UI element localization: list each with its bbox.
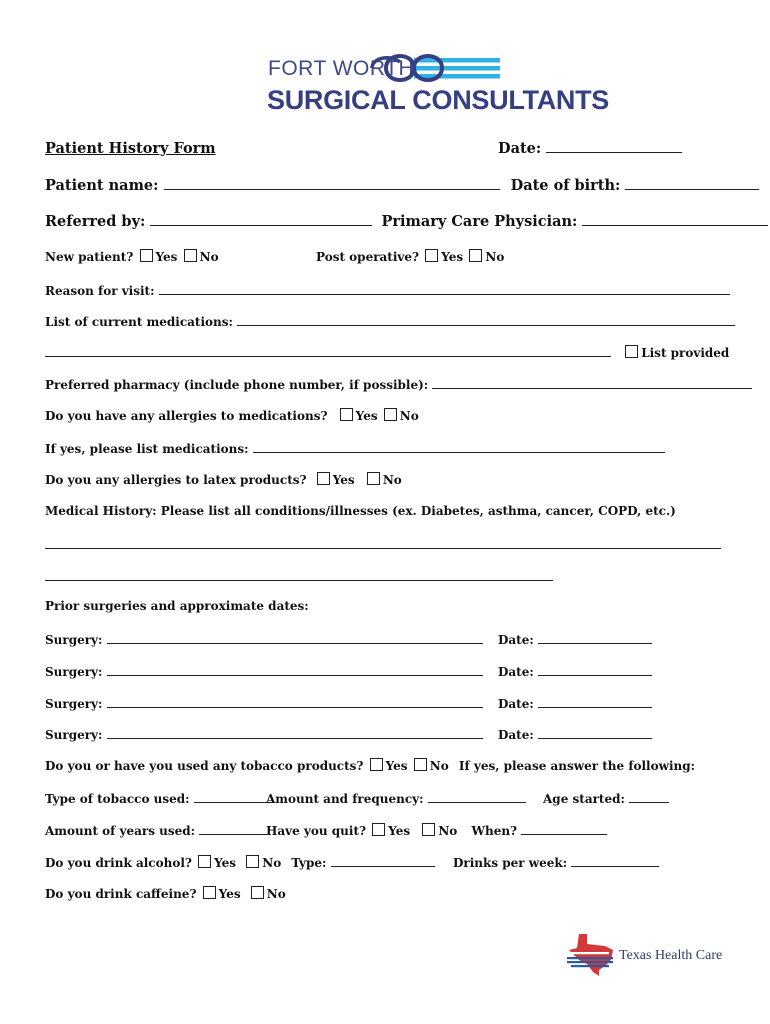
tobacco-amount-input-line[interactable] bbox=[428, 790, 526, 803]
quit-when-input-line[interactable] bbox=[521, 822, 607, 835]
no-label: No bbox=[429, 759, 449, 773]
logo-line1: FORT WORTH bbox=[268, 57, 415, 80]
surgery-date-field[interactable] bbox=[498, 663, 652, 679]
medications-input-line[interactable] bbox=[237, 313, 735, 326]
tobacco-row bbox=[45, 758, 695, 773]
tobacco-type-input-line[interactable] bbox=[194, 790, 274, 803]
caffeine-yes-checkbox[interactable] bbox=[203, 886, 216, 899]
surgery-date-label: Date: bbox=[498, 697, 534, 711]
date-label: Date: bbox=[498, 140, 542, 157]
no-label: No bbox=[199, 250, 219, 264]
post-operative-no-checkbox[interactable] bbox=[469, 249, 482, 262]
surgery-date-label: Date: bbox=[498, 665, 534, 679]
surgery-label: Surgery: bbox=[45, 728, 103, 742]
patient-name-label: Patient name: bbox=[45, 177, 159, 194]
referral-field[interactable] bbox=[45, 213, 768, 230]
tobacco-age-label: Age started: bbox=[543, 792, 625, 806]
drinks-per-week-label: Drinks per week: bbox=[453, 856, 568, 870]
post-operative-row bbox=[316, 249, 504, 264]
medications-continued-line[interactable] bbox=[45, 344, 611, 357]
texas-health-care-text: Texas Health Care bbox=[619, 948, 723, 963]
drinks-per-week-input-line[interactable] bbox=[571, 854, 659, 867]
no-label: No bbox=[382, 473, 402, 487]
post-operative-label: Post operative? bbox=[316, 250, 420, 264]
new-patient-label: New patient? bbox=[45, 250, 134, 264]
surgery-date-input-line[interactable] bbox=[538, 695, 652, 708]
alcohol-no-checkbox[interactable] bbox=[246, 855, 259, 868]
medication-allergy-row bbox=[45, 408, 419, 423]
yes-label: Yes bbox=[385, 759, 408, 773]
alcohol-yes-checkbox[interactable] bbox=[198, 855, 211, 868]
pharmacy-input-line[interactable] bbox=[432, 376, 752, 389]
prior-surgeries-heading: Prior surgeries and approximate dates: bbox=[45, 599, 309, 613]
new-patient-yes-checkbox[interactable] bbox=[140, 249, 153, 262]
new-patient-row bbox=[45, 249, 219, 264]
surgery-date-field[interactable] bbox=[498, 726, 652, 742]
fort-worth-surgical-consultants-logo bbox=[264, 44, 609, 116]
medications-label: List of current medications: bbox=[45, 315, 233, 329]
quit-no-checkbox[interactable] bbox=[422, 823, 435, 836]
reason-for-visit-field[interactable] bbox=[45, 282, 730, 298]
alcohol-question: Do you drink alcohol? bbox=[45, 856, 192, 870]
patient-name-field[interactable] bbox=[45, 177, 759, 194]
yes-label: Yes bbox=[218, 887, 241, 901]
logo-line2: SURGICAL CONSULTANTS bbox=[267, 85, 609, 115]
surgery-input-line[interactable] bbox=[107, 726, 483, 739]
no-label: No bbox=[485, 250, 505, 264]
tobacco-question: Do you or have you used any tobacco products? bbox=[45, 759, 364, 773]
surgery-label: Surgery: bbox=[45, 697, 103, 711]
surgery-date-label: Date: bbox=[498, 728, 534, 742]
surgery-row[interactable] bbox=[45, 663, 483, 679]
yes-label: Yes bbox=[332, 473, 355, 487]
reason-input-line[interactable] bbox=[159, 282, 730, 295]
tobacco-quit-label: Have you quit? bbox=[266, 824, 367, 838]
new-patient-no-checkbox[interactable] bbox=[184, 249, 197, 262]
no-label: No bbox=[399, 409, 419, 423]
tobacco-type-field[interactable] bbox=[45, 790, 274, 806]
caffeine-no-checkbox[interactable] bbox=[251, 886, 264, 899]
latex-no-checkbox[interactable] bbox=[367, 472, 380, 485]
surgery-input-line[interactable] bbox=[107, 695, 483, 708]
pharmacy-field[interactable] bbox=[45, 376, 752, 392]
medical-history-label: Medical History: Please list all conditions/illnesses (ex. Diabetes, asthma, cancer, COPD, etc.) bbox=[45, 504, 676, 518]
surgery-date-label: Date: bbox=[498, 633, 534, 647]
surgery-input-line[interactable] bbox=[107, 631, 483, 644]
medications-continued-row bbox=[45, 344, 729, 360]
surgery-input-line[interactable] bbox=[107, 663, 483, 676]
surgery-row[interactable] bbox=[45, 631, 483, 647]
caffeine-row bbox=[45, 886, 286, 901]
reason-label: Reason for visit: bbox=[45, 284, 155, 298]
tobacco-years-input-line[interactable] bbox=[199, 822, 267, 835]
surgery-date-field[interactable] bbox=[498, 631, 652, 647]
surgery-label: Surgery: bbox=[45, 665, 103, 679]
tobacco-followup: If yes, please answer the following: bbox=[458, 759, 696, 773]
yes-label: Yes bbox=[355, 409, 378, 423]
texas-map-icon bbox=[567, 934, 613, 976]
medical-history-line-1[interactable] bbox=[45, 534, 721, 553]
pcp-label: Primary Care Physician: bbox=[381, 213, 578, 230]
surgery-date-input-line[interactable] bbox=[538, 663, 652, 676]
allergy-list-label: If yes, please list medications: bbox=[45, 442, 249, 456]
tobacco-years-field[interactable] bbox=[45, 822, 267, 838]
tobacco-type-label: Type of tobacco used: bbox=[45, 792, 190, 806]
form-title: Patient History Form bbox=[45, 140, 216, 157]
patient-name-input-line[interactable] bbox=[164, 177, 500, 190]
latex-allergy-row bbox=[45, 472, 402, 487]
dob-input-line[interactable] bbox=[625, 177, 759, 190]
tobacco-yes-checkbox[interactable] bbox=[370, 758, 383, 771]
medical-history-line-2[interactable] bbox=[45, 566, 553, 585]
tobacco-age-input-line[interactable] bbox=[629, 790, 669, 803]
date-field[interactable] bbox=[498, 140, 682, 157]
tobacco-years-label: Amount of years used: bbox=[45, 824, 196, 838]
latex-allergy-question: Do you any allergies to latex products? bbox=[45, 473, 307, 487]
caffeine-question: Do you drink caffeine? bbox=[45, 887, 197, 901]
yes-label: Yes bbox=[214, 856, 237, 870]
yes-label: Yes bbox=[155, 250, 178, 264]
yes-label: Yes bbox=[441, 250, 464, 264]
tobacco-amount-label: Amount and frequency: bbox=[266, 792, 424, 806]
quit-yes-checkbox[interactable] bbox=[372, 823, 385, 836]
list-provided-label: List provided bbox=[641, 346, 730, 360]
referred-by-input-line[interactable] bbox=[150, 213, 372, 226]
pcp-input-line[interactable] bbox=[582, 213, 768, 226]
no-label: No bbox=[438, 824, 458, 838]
list-provided-checkbox[interactable] bbox=[625, 345, 638, 358]
surgery-label: Surgery: bbox=[45, 633, 103, 647]
surgery-date-input-line[interactable] bbox=[538, 726, 652, 739]
surgery-row[interactable] bbox=[45, 695, 483, 711]
surgery-row[interactable] bbox=[45, 726, 483, 742]
medications-field[interactable] bbox=[45, 313, 735, 329]
yes-label: Yes bbox=[388, 824, 411, 838]
drinks-per-week-field[interactable] bbox=[453, 854, 659, 870]
pharmacy-label: Preferred pharmacy (include phone number, if possible): bbox=[45, 378, 429, 392]
tobacco-no-checkbox[interactable] bbox=[414, 758, 427, 771]
texas-health-care-logo bbox=[565, 930, 735, 978]
referred-by-label: Referred by: bbox=[45, 213, 146, 230]
med-allergy-yes-checkbox[interactable] bbox=[340, 408, 353, 421]
quit-when-label: When? bbox=[471, 824, 518, 838]
allergy-list-input-line[interactable] bbox=[253, 440, 665, 453]
tobacco-amount-field[interactable] bbox=[266, 790, 526, 806]
alcohol-row bbox=[45, 854, 435, 870]
no-label: No bbox=[266, 887, 286, 901]
dob-label: Date of birth: bbox=[510, 177, 621, 194]
latex-yes-checkbox[interactable] bbox=[317, 472, 330, 485]
date-input-line[interactable] bbox=[546, 140, 682, 153]
post-operative-yes-checkbox[interactable] bbox=[425, 249, 438, 262]
alcohol-type-label: Type: bbox=[291, 856, 327, 870]
medication-allergy-question: Do you have any allergies to medications? bbox=[45, 409, 328, 423]
med-allergy-no-checkbox[interactable] bbox=[384, 408, 397, 421]
allergy-list-field[interactable] bbox=[45, 440, 665, 456]
alcohol-type-input-line[interactable] bbox=[331, 854, 435, 867]
tobacco-age-field[interactable] bbox=[543, 790, 669, 806]
no-label: No bbox=[262, 856, 282, 870]
surgery-date-input-line[interactable] bbox=[538, 631, 652, 644]
surgery-date-field[interactable] bbox=[498, 695, 652, 711]
tobacco-quit-row bbox=[266, 822, 607, 838]
